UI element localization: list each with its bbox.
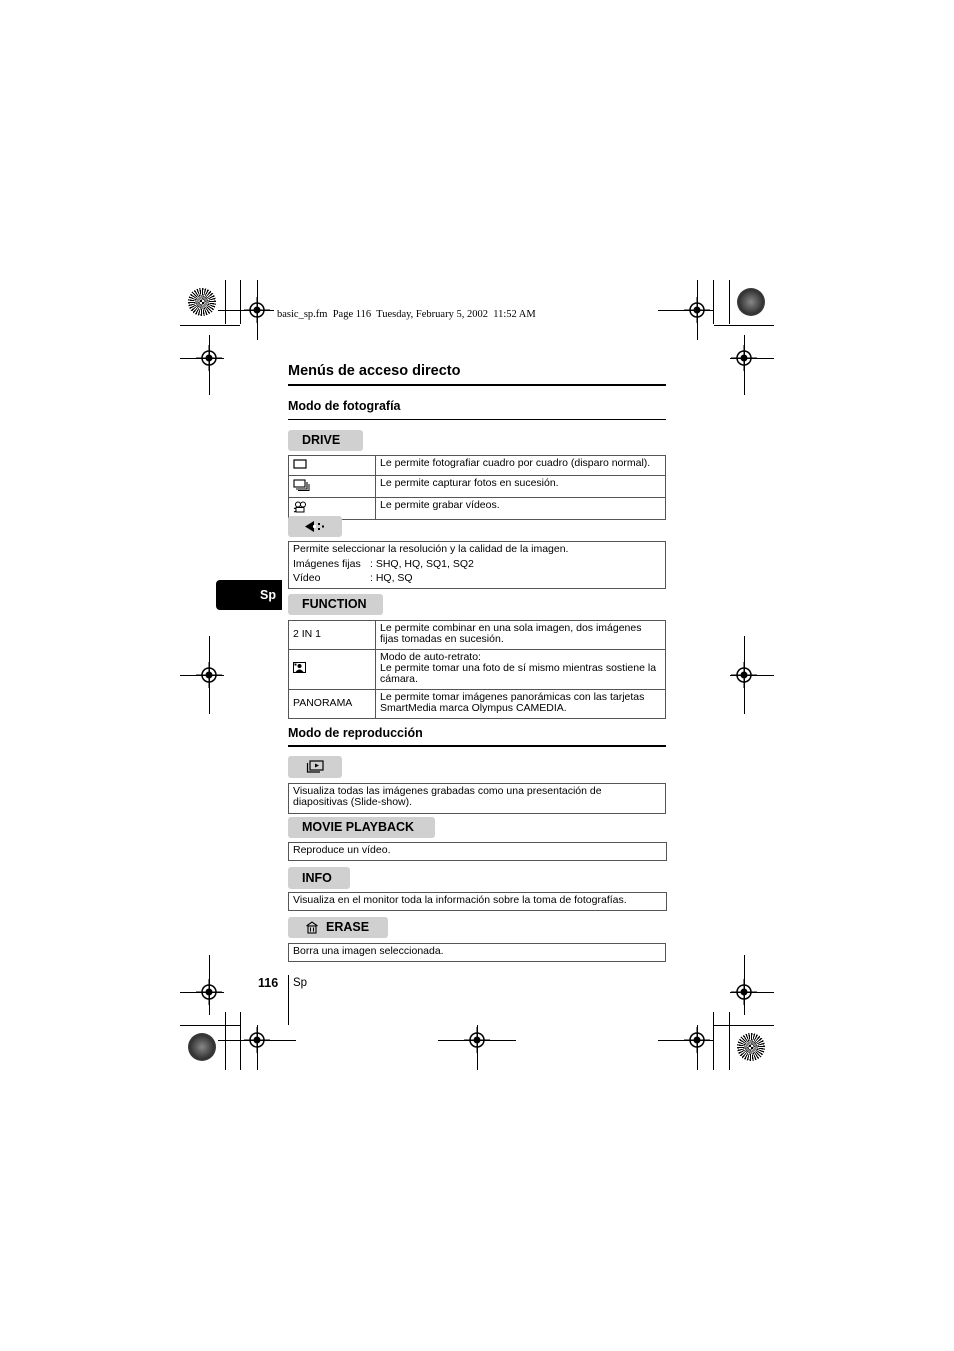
crop-line (180, 358, 224, 359)
crop-line (714, 325, 774, 326)
table-row (289, 456, 666, 476)
registration-sunburst-icon (188, 1033, 216, 1061)
crop-line (240, 1012, 241, 1070)
crop-line (730, 675, 774, 676)
still-images-label: Imágenes fijas (293, 558, 361, 570)
trash-icon (305, 921, 319, 934)
crop-line (730, 992, 774, 993)
erase-box: Borra una imagen seleccionada. (288, 943, 666, 962)
playback-mode-title: Modo de reproducción (288, 726, 423, 740)
info-label: INFO (288, 867, 350, 889)
slideshow-label (288, 756, 342, 778)
crop-line (729, 280, 730, 324)
crop-line (658, 310, 714, 311)
registration-sunburst-icon (188, 288, 216, 316)
still-images-value: : SHQ, HQ, SQ1, SQ2 (370, 558, 474, 570)
function-name: 2 IN 1 (289, 621, 376, 650)
crop-line (209, 636, 210, 714)
function-table (288, 620, 666, 719)
crop-line (697, 1025, 698, 1070)
crop-line (225, 280, 226, 324)
crop-line (477, 1025, 478, 1070)
self-portrait-title: Modo de auto-retrato: (380, 651, 481, 663)
language-tab: Sp (216, 580, 282, 610)
page-number: 116 (258, 976, 279, 990)
section-title: Menús de acceso directo (288, 363, 461, 379)
quality-icon (304, 520, 326, 533)
function-label: FUNCTION (288, 594, 383, 615)
drive-row-text: Le permite capturar fotos en sucesión. (376, 476, 666, 498)
drive-label: DRIVE (288, 430, 363, 451)
crop-line (730, 358, 774, 359)
crop-line (240, 280, 241, 324)
crop-line (180, 992, 224, 993)
video-value: : HQ, SQ (370, 572, 413, 584)
file-info-header: basic_sp.fm Page 116 Tuesday, February 5, 2002 11:52 AM (277, 309, 536, 320)
crop-line (218, 310, 274, 311)
crop-line (180, 325, 240, 326)
single-frame-icon (293, 459, 307, 469)
movie-playback-box: Reproduce un vídeo. (288, 842, 667, 861)
table-row (289, 498, 666, 520)
crop-line (697, 280, 698, 340)
table-row (289, 621, 666, 650)
crop-line (714, 1025, 774, 1026)
slideshow-box: Visualiza todas las imágenes grabadas como una presentación de diapositivas (Slide-show). (288, 783, 666, 814)
crop-line (744, 335, 745, 395)
crop-line (257, 1025, 258, 1070)
crop-line (713, 280, 714, 324)
quality-description: Permite seleccionar la resolución y la calidad de la imagen. (293, 543, 569, 555)
function-row-text: Le permite combinar en una sola imagen, dos imágenes fijas tomadas en sucesión. (376, 621, 666, 650)
table-row (289, 476, 666, 498)
crop-line (658, 1040, 714, 1041)
crop-line (257, 280, 258, 340)
crop-line (713, 1012, 714, 1070)
photo-mode-title: Modo de fotografía (288, 399, 401, 413)
registration-sunburst-icon (737, 288, 765, 316)
function-row-text: Le permite tomar imágenes panorámicas con las tarjetas SmartMedia marca Olympus CAMEDIA. (376, 690, 666, 719)
footer-divider (288, 975, 289, 1025)
function-name: PANORAMA (289, 690, 376, 719)
drive-row-text: Le permite grabar vídeos. (376, 498, 666, 520)
quality-label (288, 516, 342, 537)
crop-line (180, 1025, 240, 1026)
quality-box (288, 541, 666, 589)
movie-playback-label: MOVIE PLAYBACK (288, 817, 435, 838)
crop-line (180, 675, 224, 676)
crop-line (209, 335, 210, 395)
self-portrait-icon (293, 662, 306, 673)
crop-line (744, 636, 745, 714)
function-row-text: Le permite tomar una foto de sí mismo mientras sostiene la cámara. (380, 662, 657, 685)
info-box: Visualiza en el monitor toda la información sobre la toma de fotografías. (288, 892, 667, 911)
footer-language: Sp (293, 977, 308, 989)
sequential-icon (293, 479, 311, 491)
movie-camera-icon (293, 501, 307, 513)
title-rule (288, 384, 666, 386)
crop-line (209, 955, 210, 1015)
table-row (289, 690, 666, 719)
playback-mode-rule (288, 745, 666, 747)
crop-line (729, 1012, 730, 1070)
drive-row-text: Le permite fotografiar cuadro por cuadro (disparo normal). (376, 456, 666, 476)
video-label: Vídeo (293, 572, 321, 584)
drive-table (288, 455, 666, 520)
crop-line (225, 1012, 226, 1070)
photo-mode-rule (288, 419, 666, 420)
crop-line (744, 955, 745, 1015)
erase-label: ERASE (288, 917, 388, 938)
table-row (289, 650, 666, 690)
registration-sunburst-icon (737, 1033, 765, 1061)
slideshow-icon (306, 760, 324, 773)
